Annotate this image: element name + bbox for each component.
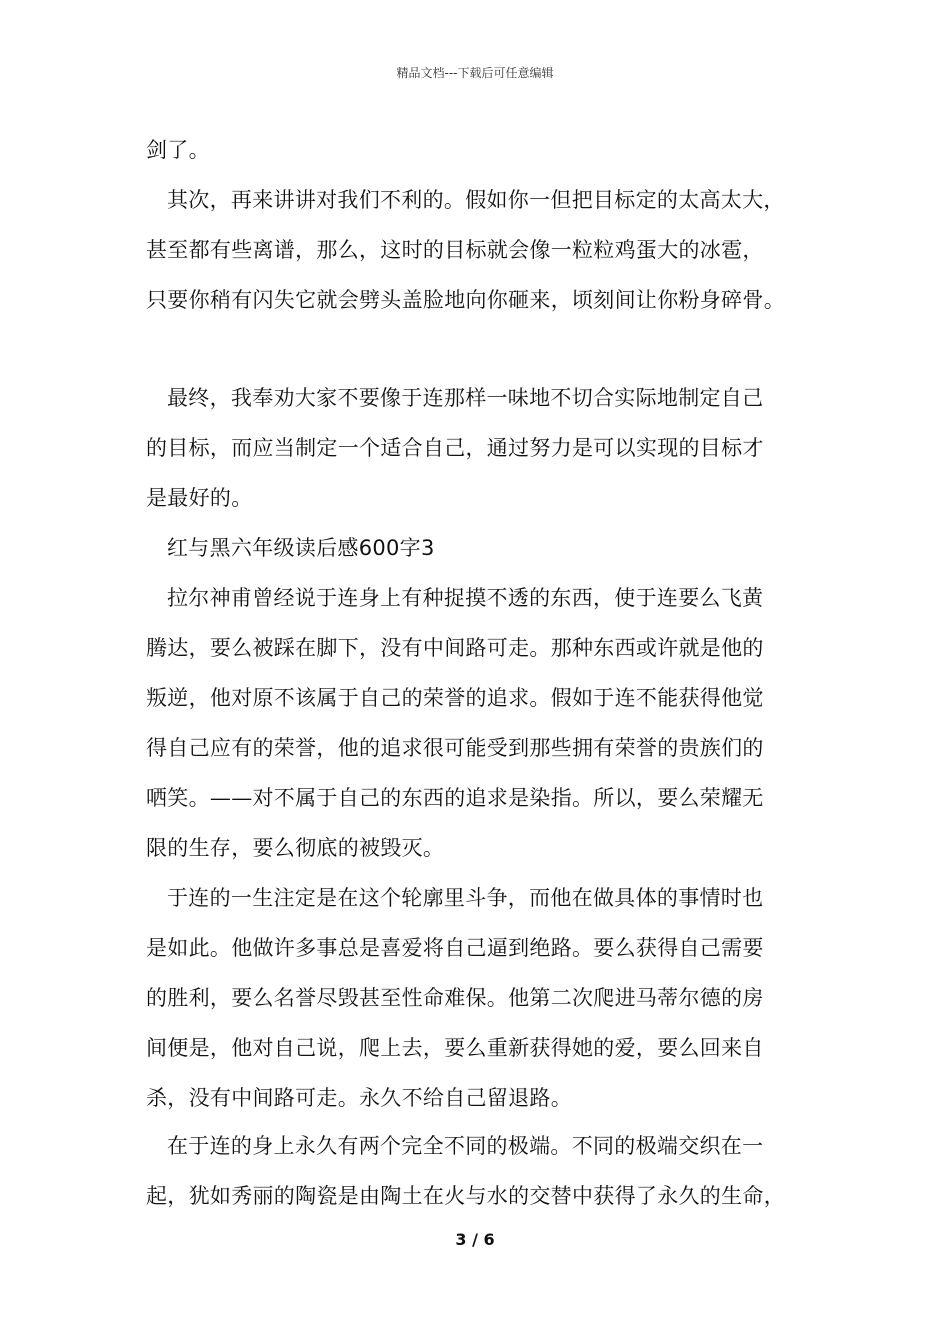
paragraph-start: 最终，我奉劝大家不要像于连那样一味地不切合实际地制定自己 xyxy=(167,386,764,410)
text-line: 杀，没有中间路可走。永久不给自己留退路。 xyxy=(146,1086,572,1110)
text-line: 起，犹如秀丽的陶瓷是由陶土在火与水的交替中获得了永久的生命， xyxy=(146,1184,785,1208)
page-header: 精品文档---下载后可任意编辑 xyxy=(396,66,554,80)
text-line: 叛逆，他对原不该属于自己的荣誉的追求。假如于连不能获得他觉 xyxy=(146,686,764,710)
text-line: 间便是，他对自己说，爬上去，要么重新获得她的爱，要么回来自 xyxy=(146,1036,764,1060)
section-title: 红与黑六年级读后感600字3 xyxy=(167,536,435,560)
paragraph-start: 在于连的身上永久有两个完全不同的极端。不同的极端交织在一 xyxy=(167,1134,764,1158)
paragraph-start: 拉尔神甫曾经说于连身上有种捉摸不透的东西，使于连要么飞黄 xyxy=(167,586,764,610)
text-line: 甚至都有些离谱，那么，这时的目标就会像一粒粒鸡蛋大的冰雹， xyxy=(146,238,764,262)
text-line: 的目标，而应当制定一个适合自己，通过努力是可以实现的目标才 xyxy=(146,436,764,460)
text-line: 得自己应有的荣誉，他的追求很可能受到那些拥有荣誉的贵族们的 xyxy=(146,736,764,760)
text-line: 剑了。 xyxy=(146,138,210,162)
text-line: 腾达，要么被踩在脚下，没有中间路可走。那种东西或许就是他的 xyxy=(146,636,764,660)
text-line: 是如此。他做许多事总是喜爱将自己逼到绝路。要么获得自己需要 xyxy=(146,936,764,960)
paragraph-start: 其次，再来讲讲对我们不利的。假如你一但把目标定的太高太大， xyxy=(167,188,785,212)
page-number: 3 / 6 xyxy=(455,1230,495,1249)
text-line: 哂笑。——对不属于自己的东西的追求是染指。所以，要么荣耀无 xyxy=(146,786,764,810)
paragraph-start: 于连的一生注定是在这个轮廓里斗争，而他在做具体的事情时也 xyxy=(167,886,764,910)
text-line: 的胜利，要么名誉尽毁甚至性命难保。他第二次爬进马蒂尔德的房 xyxy=(146,986,764,1010)
text-line: 限的生存，要么彻底的被毁灭。 xyxy=(146,836,445,860)
text-line: 是最好的。 xyxy=(146,486,253,510)
text-line: 只要你稍有闪失它就会劈头盖脸地向你砸来，顷刻间让你粉身碎骨。 xyxy=(146,288,785,312)
